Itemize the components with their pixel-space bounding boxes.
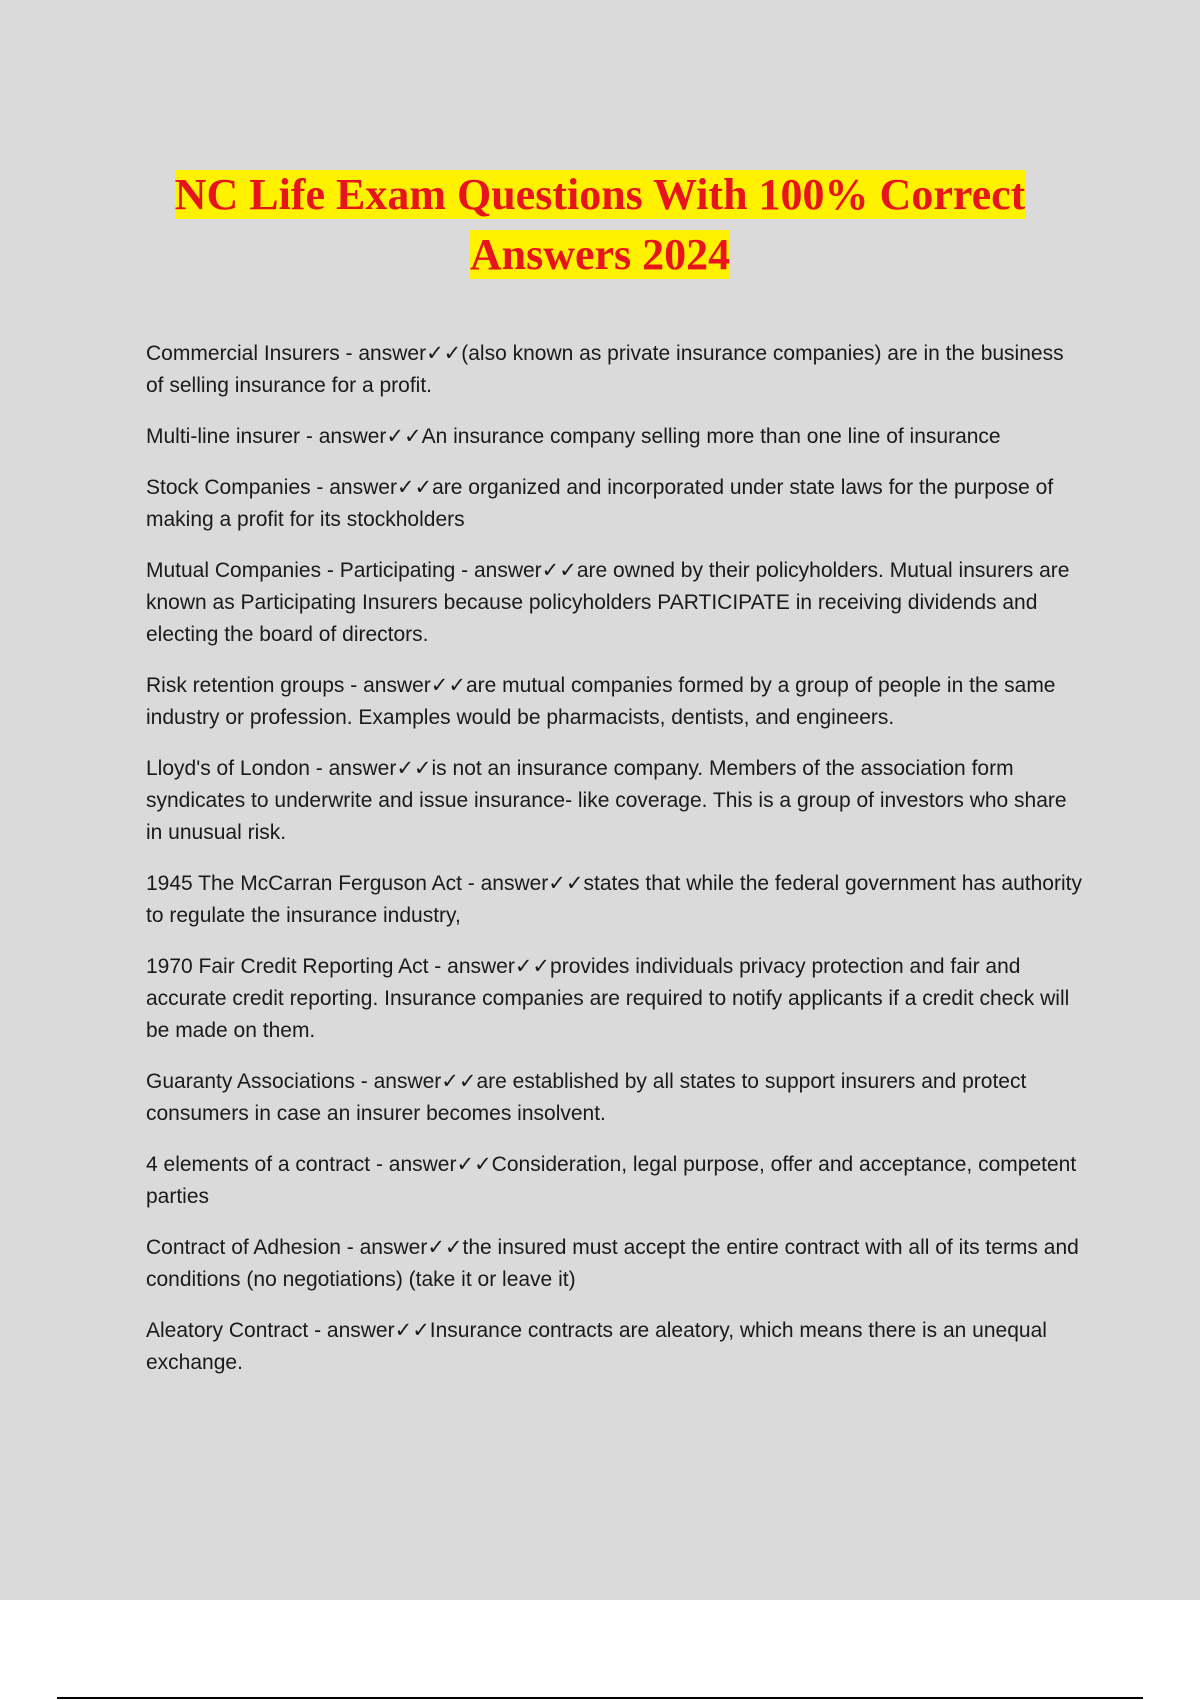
qa-entry-guaranty-associations: Guaranty Associations - answer✓✓are established by all states to support insurers and protect consumers in case an insurer becomes insolvent. bbox=[146, 1070, 1027, 1125]
title-line-1: NC Life Exam Questions With 100% Correct bbox=[174, 170, 1026, 219]
page-divider bbox=[57, 1697, 1143, 1699]
qa-entry-mutual-companies: Mutual Companies - Participating - answer✓✓are owned by their policyholders. Mutual insurers are known as Participating Insurers because policyholders PARTICIPATE in receiving dividends and electing the board of directors. bbox=[146, 559, 1070, 646]
qa-entry-multi-line-insurer: Multi-line insurer - answer✓✓An insurance company selling more than one line of insurance bbox=[146, 425, 1001, 448]
qa-entry-commercial-insurers: Commercial Insurers - answer✓✓(also known as private insurance companies) are in the business of selling insurance for a profit. bbox=[146, 342, 1064, 397]
document-title bbox=[120, 165, 1080, 285]
title-line-2: Answers 2024 bbox=[469, 230, 731, 279]
qa-entry-aleatory-contract: Aleatory Contract - answer✓✓Insurance contracts are aleatory, which means there is an unequal exchange. bbox=[146, 1319, 1047, 1374]
qa-entry-stock-companies: Stock Companies - answer✓✓are organized and incorporated under state laws for the purpose of making a profit for its stockholders bbox=[146, 476, 1054, 531]
qa-entry-lloyds-of-london: Lloyd's of London - answer✓✓is not an insurance company. Members of the association form syndicates to underwrite and issue insurance- like coverage. This is a group of investors who share in unusual risk. bbox=[146, 757, 1067, 844]
qa-entry-contract-of-adhesion: Contract of Adhesion - answer✓✓the insured must accept the entire contract with all of its terms and conditions (no negotiations) (take it or leave it) bbox=[146, 1236, 1079, 1291]
qa-list bbox=[146, 338, 1086, 1398]
qa-entry-fair-credit-reporting-act: 1970 Fair Credit Reporting Act - answer✓✓provides individuals privacy protection and fair and accurate credit reporting. Insurance companies are required to notify applicants if a credit check will be made on them. bbox=[146, 955, 1070, 1042]
qa-entry-mccarran-ferguson-act: 1945 The McCarran Ferguson Act - answer✓✓states that while the federal government has authority to regulate the insurance industry, bbox=[146, 872, 1082, 927]
qa-entry-risk-retention-groups: Risk retention groups - answer✓✓are mutual companies formed by a group of people in the same industry or profession. Examples would be pharmacists, dentists, and engineers. bbox=[146, 674, 1056, 729]
qa-entry-elements-of-contract: 4 elements of a contract - answer✓✓Consideration, legal purpose, offer and acceptance, competent parties bbox=[146, 1153, 1077, 1208]
